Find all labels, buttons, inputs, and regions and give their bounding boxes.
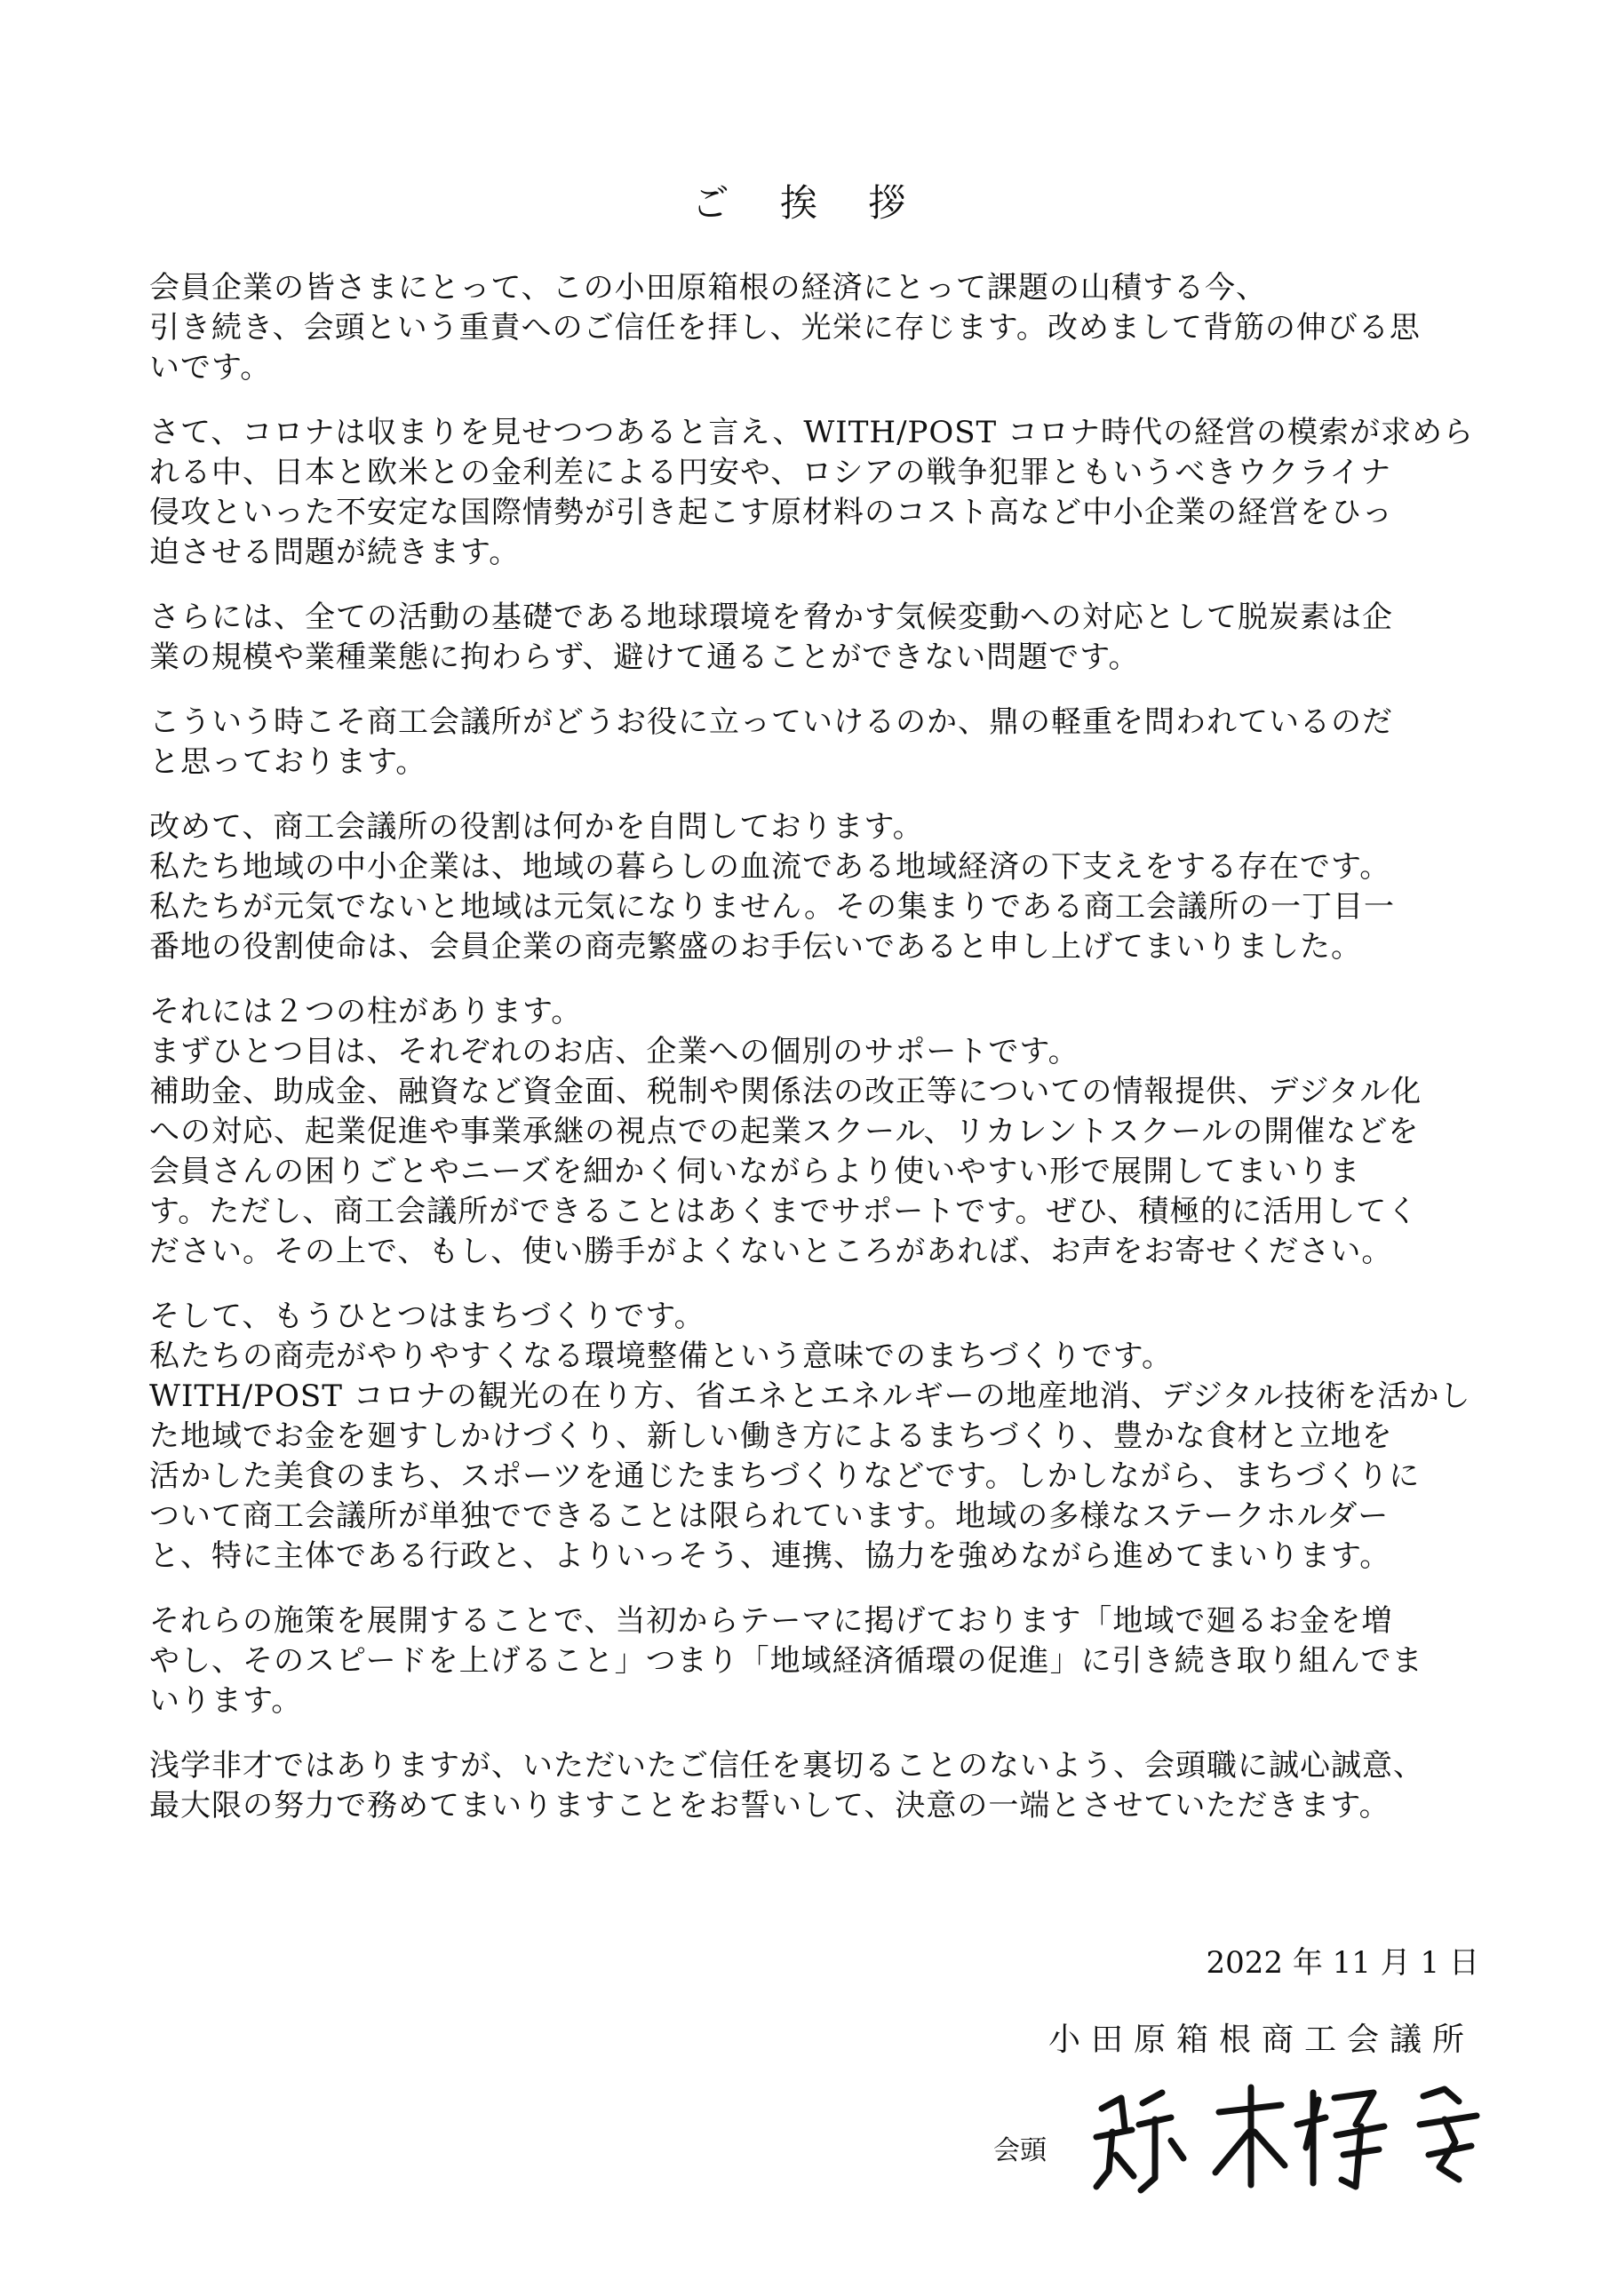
text-line: 活かした美食のまち、スポーツを通じたまちづくりなどです。しかしながら、まちづくりに bbox=[149, 1458, 1421, 1494]
text-line: 侵攻といった不安定な国際情勢が引き起こす原材料のコスト高など中小企業の経営をひっ bbox=[149, 495, 1393, 530]
text-line: 補助金、助成金、融資など資金面、税制や関係法の改正等についての情報提供、デジタル化 bbox=[149, 1074, 1422, 1109]
text-line: さて、コロナは収まりを見せつつあると言え、WITH/POST コロナ時代の経営の模索が求めら bbox=[149, 415, 1475, 450]
paragraph bbox=[149, 1601, 1478, 1721]
text-line: そして、もうひとつはまちづくりです。 bbox=[149, 1299, 705, 1334]
page-title: ご 挨 拶 bbox=[691, 181, 926, 225]
paragraph bbox=[149, 1297, 1478, 1577]
text-line: 業の規模や業種業態に拘わらず、避けて通ることができない問題です。 bbox=[149, 640, 1140, 675]
paragraph bbox=[149, 703, 1478, 783]
text-line: 番地の役割使命は、会員企業の商売繁盛のお手伝いであると申し上げてまいりました。 bbox=[149, 929, 1362, 965]
paragraph bbox=[149, 992, 1478, 1272]
text-line: す。ただし、商工会議所ができることはあくまでサポートです。ぜひ、積極的に活用してく bbox=[149, 1194, 1419, 1229]
text-line: ださい。その上で、もし、使い勝手がよくないところがあれば、お声をお寄せください。 bbox=[149, 1234, 1393, 1269]
text-line: それには２つの柱があります。 bbox=[149, 994, 583, 1029]
text-line: 引き続き、会頭という重責へのご信任を拝し、光栄に存じます。改めまして背筋の伸びる思 bbox=[149, 310, 1421, 346]
organization-name: 小田原箱根商工会議所 bbox=[1047, 2022, 1475, 2058]
text-line: 私たちの商売がやりやすくなる環境整備という意味でのまちづくりです。 bbox=[149, 1339, 1173, 1374]
text-line: それらの施策を展開することで、当初からテーマに掲げております「地域で廻るお金を増 bbox=[149, 1603, 1393, 1639]
paragraph bbox=[149, 268, 1478, 388]
text-line: 最大限の努力で務めてまいりますことをお誓いして、決意の一端とさせていただきます。 bbox=[149, 1788, 1390, 1823]
letter-body bbox=[149, 268, 1478, 1851]
paragraph bbox=[149, 1746, 1478, 1826]
text-line: 私たちが元気でないと地域は元気になりません。その集まりである商工会議所の一丁目一 bbox=[149, 889, 1396, 925]
text-line: 改めて、商工会議所の役割は何かを自問しております。 bbox=[149, 809, 924, 845]
paragraph bbox=[149, 598, 1478, 678]
letter-date: 2022 年 11 月 1 日 bbox=[1206, 1945, 1479, 1981]
text-line: さらには、全ての活動の基礎である地球環境を脅かす気候変動への対応として脱炭素は企 bbox=[149, 600, 1393, 635]
text-line: ついて商工会議所が単独でできることは限られています。地域の多様なステークホルダー bbox=[149, 1498, 1390, 1534]
text-line: 私たち地域の中小企業は、地域の暮らしの血流である地域経済の下支えをする存在です。 bbox=[149, 849, 1391, 885]
text-line: への対応、起業促進や事業承継の視点での起業スクール、リカレントスクールの開催などを bbox=[149, 1114, 1420, 1149]
text-line: 迫させる問題が続きます。 bbox=[149, 535, 521, 570]
text-line: 会員企業の皆さまにとって、この小田原箱根の経済にとって課題の山積する今、 bbox=[149, 270, 1267, 306]
text-line: こういう時こそ商工会議所がどうお役に立っていけるのか、鼎の軽重を問われているのだ bbox=[149, 704, 1393, 740]
text-line: 浅学非才ではありますが、いただいたご信任を裏切ることのないよう、会頭職に誠心誠意、 bbox=[149, 1748, 1424, 1784]
text-line: いです。 bbox=[149, 350, 272, 385]
text-line: WITH/POST コロナの観光の在り方、省エネとエネルギーの地産地消、デジタル技術を活かし bbox=[149, 1378, 1471, 1414]
signatory-role: 会頭 bbox=[993, 2135, 1047, 2166]
text-line: た地域でお金を廻すしかけづくり、新しい働き方によるまちづくり、豊かな食材と立地を bbox=[149, 1418, 1393, 1454]
text-line: と思っております。 bbox=[149, 744, 427, 780]
paragraph bbox=[149, 807, 1478, 967]
text-line: やし、そのスピードを上げること」つまり「地域経済循環の促進」に引き続き取り組んでま bbox=[149, 1643, 1423, 1679]
handwritten-signature bbox=[1086, 2073, 1503, 2206]
text-line: と、特に主体である行政と、よりいっそう、連携、協力を強めながら進めてまいります。 bbox=[149, 1538, 1391, 1574]
text-line: まずひとつ目は、それぞれのお店、企業への個別のサポートです。 bbox=[149, 1034, 1079, 1069]
text-line: 会員さんの困りごとやニーズを細かく伺いながらより使いやすい形で展開してまいりま bbox=[149, 1154, 1361, 1189]
paragraph bbox=[149, 413, 1478, 573]
text-line: いります。 bbox=[149, 1683, 303, 1719]
text-line: れる中、日本と欧米との金利差による円安や、ロシアの戦争犯罪ともいうべきウクライナ bbox=[149, 455, 1392, 490]
